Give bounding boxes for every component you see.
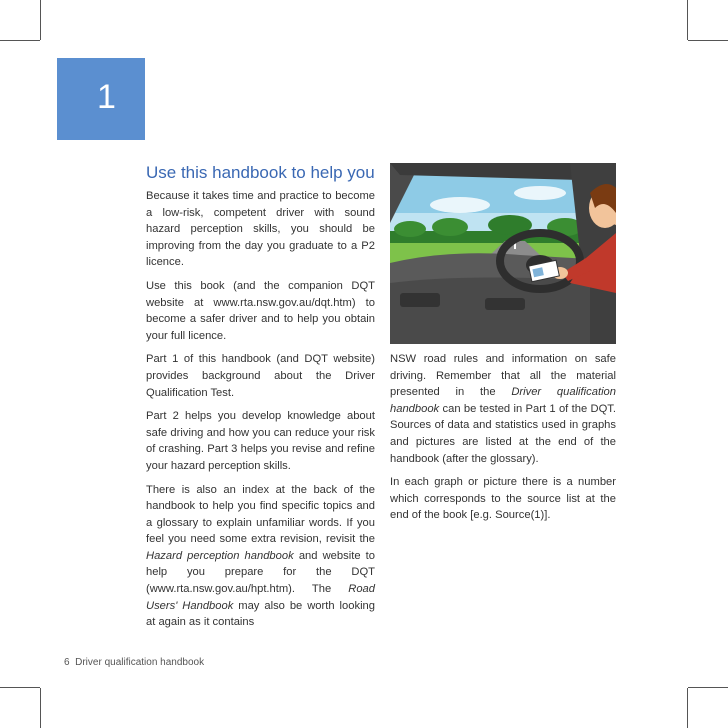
paragraph: Part 1 of this handbook (and DQT website) provides background about the Driver Qualification Test. xyxy=(146,353,375,399)
paragraph xyxy=(390,351,616,467)
text-run: There is also an index at the back of the handbook to help you find specific topics and a glossary to explain unfamiliar words. If you feel you need some extra revision, revisit the xyxy=(146,483,375,546)
crop-mark xyxy=(40,0,41,40)
driver-illustration xyxy=(390,163,616,344)
crop-mark xyxy=(0,687,40,688)
crop-mark xyxy=(688,687,728,688)
chapter-number: 1 xyxy=(97,78,116,116)
section-title: Use this handbook to help you xyxy=(146,163,375,182)
book-title-italic: Driver qualification handbook xyxy=(390,386,616,415)
page-number: 6 xyxy=(64,657,70,668)
text-run: and website to help you prepare for the DQT (www.rta.nsw.gov.au/hpt.htm). The xyxy=(146,549,375,596)
text-run: can be tested in Part 1 of the DQT. Sources of data and statistics used in graphs and pictures are listed at the end of the handbook (after the glossary). xyxy=(390,402,616,465)
crop-mark xyxy=(0,40,40,41)
paragraph: Because it takes time and practice to become a low-risk, competent driver with sound hazard perception skills, you should be improving from the day you graduate to a P2 licence. xyxy=(146,190,375,269)
book-title-italic: Hazard perception handbook xyxy=(146,549,294,562)
footer-book-title: Driver qualification handbook xyxy=(75,657,205,668)
crop-mark xyxy=(687,688,688,728)
page-footer xyxy=(64,657,204,668)
paragraph xyxy=(146,482,375,631)
paragraph: Part 2 helps you develop knowledge about safe driving and how you can reduce your risk of crashing. Part 3 helps you revise and refine your hazard perception skills. xyxy=(146,410,375,472)
text-run: NSW road rules and information on safe driving. Remember that all the material presented in the xyxy=(390,353,616,399)
crop-mark xyxy=(40,688,41,728)
crop-mark xyxy=(688,40,728,41)
crop-mark xyxy=(687,0,688,40)
paragraph: In each graph or picture there is a number which corresponds to the source list at the end of the book [e.g. Source(1)]. xyxy=(390,476,616,522)
right-column xyxy=(390,351,616,531)
left-column xyxy=(146,188,375,638)
paragraph: Use this book (and the companion DQT website at www.rta.nsw.gov.au/dqt.htm) to become a safer driver and to help you obtain your full licence. xyxy=(146,279,375,342)
text-run: may also be worth looking at again as it contains xyxy=(146,599,375,629)
book-title-italic: Road Users' Handbook xyxy=(146,583,375,612)
